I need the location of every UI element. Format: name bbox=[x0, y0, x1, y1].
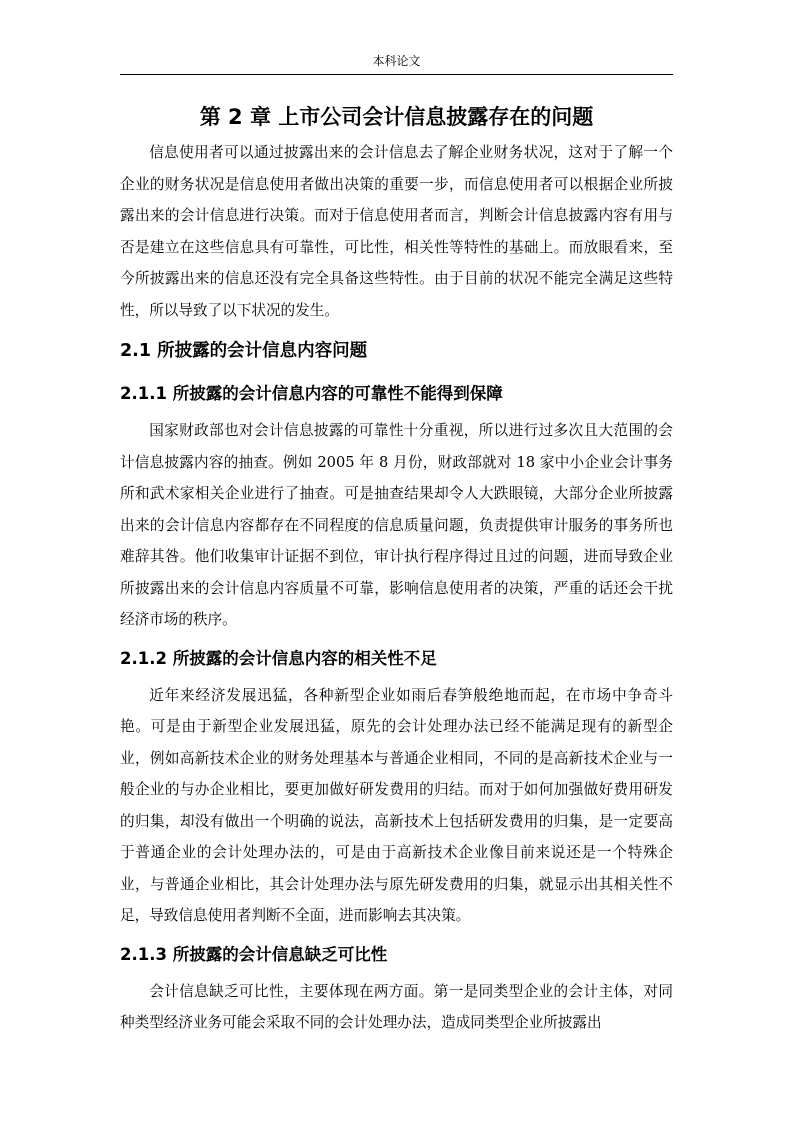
section-2-1-3-heading: 2.1.3 所披露的会计信息缺乏可比性 bbox=[120, 944, 388, 964]
page-content bbox=[120, 97, 673, 1039]
section-2-1-2-heading: 2.1.2 所披露的会计信息内容的相关性不足 bbox=[120, 648, 437, 668]
chapter-title: 第 2 章 上市公司会计信息披露存在的问题 bbox=[199, 105, 594, 129]
section-2-1-heading: 2.1 所披露的会计信息内容问题 bbox=[120, 341, 368, 361]
running-header: 本科论文 bbox=[120, 50, 673, 75]
section-2-1-1-paragraph: 国家财政部也对会计信息披露的可靠性十分重视，所以进行过多次且大范围的会计信息披露内容的抽查。例如 2005 年 8 月份，财政部就对 18 家中小企业会计事务所和武术家相关企业进行了抽查。可是抽查结果却令人大跌眼镜，大部分企业所披露出来的会计信息内容都存在不同程度的信息质量问题，负责提供审计服务的事务所也难辞其咎。他们收集审计证据不到位，审计执行程序得过且过的问题，进而导致企业所披露出来的会计信息内容质量不可靠，影响信息使用者的决策，严重的话还会干扰经济市场的秩序。 bbox=[120, 422, 673, 628]
chapter-intro-paragraph: 信息使用者可以通过披露出来的会计信息去了解企业财务状况，这对于了解一个企业的财务状况是信息使用者做出决策的重要一步，而信息使用者可以根据企业所披露出来的会计信息进行决策。而对于信息使用者而言，判断会计信息披露内容有用与否是建立在这些信息具有可靠性，可比性，相关性等特性的基础上。而放眼看来，至今所披露出来的信息还没有完全具备这些特性。由于目前的状况不能完全满足这些特性，所以导致了以下状况的发生。 bbox=[120, 144, 673, 319]
section-2-1-3-paragraph: 会计信息缺乏可比性，主要体现在两方面。第一是同类型企业的会计主体，对同种类型经济业务可能会采取不同的会计处理办法，造成同类型企业所披露出 bbox=[120, 982, 673, 1031]
section-2-1-2-paragraph: 近年来经济发展迅猛，各种新型企业如雨后春笋般绝地而起，在市场中争奇斗艳。可是由于新型企业发展迅猛，原先的会计处理办法已经不能满足现有的新型企业，例如高新技术企业的财务处理基本与普通企业相同，不同的是高新技术企业与一般企业的与办企业相比，要更加做好研发费用的归结。而对于如何加强做好费用研发的归集，却没有做出一个明确的说法，高新技术上包括研发费用的归集，是一定要高于普通企业的会计处理办法的，可是由于高新技术企业像目前来说还是一个特殊企业，与普通企业相比，其会计处理办法与原先研发费用的归集，就显示出其相关性不足，导致信息使用者判断不全面，进而影响去其决策。 bbox=[120, 686, 673, 924]
section-2-1-1-heading: 2.1.1 所披露的会计信息内容的可靠性不能得到保障 bbox=[120, 384, 503, 403]
